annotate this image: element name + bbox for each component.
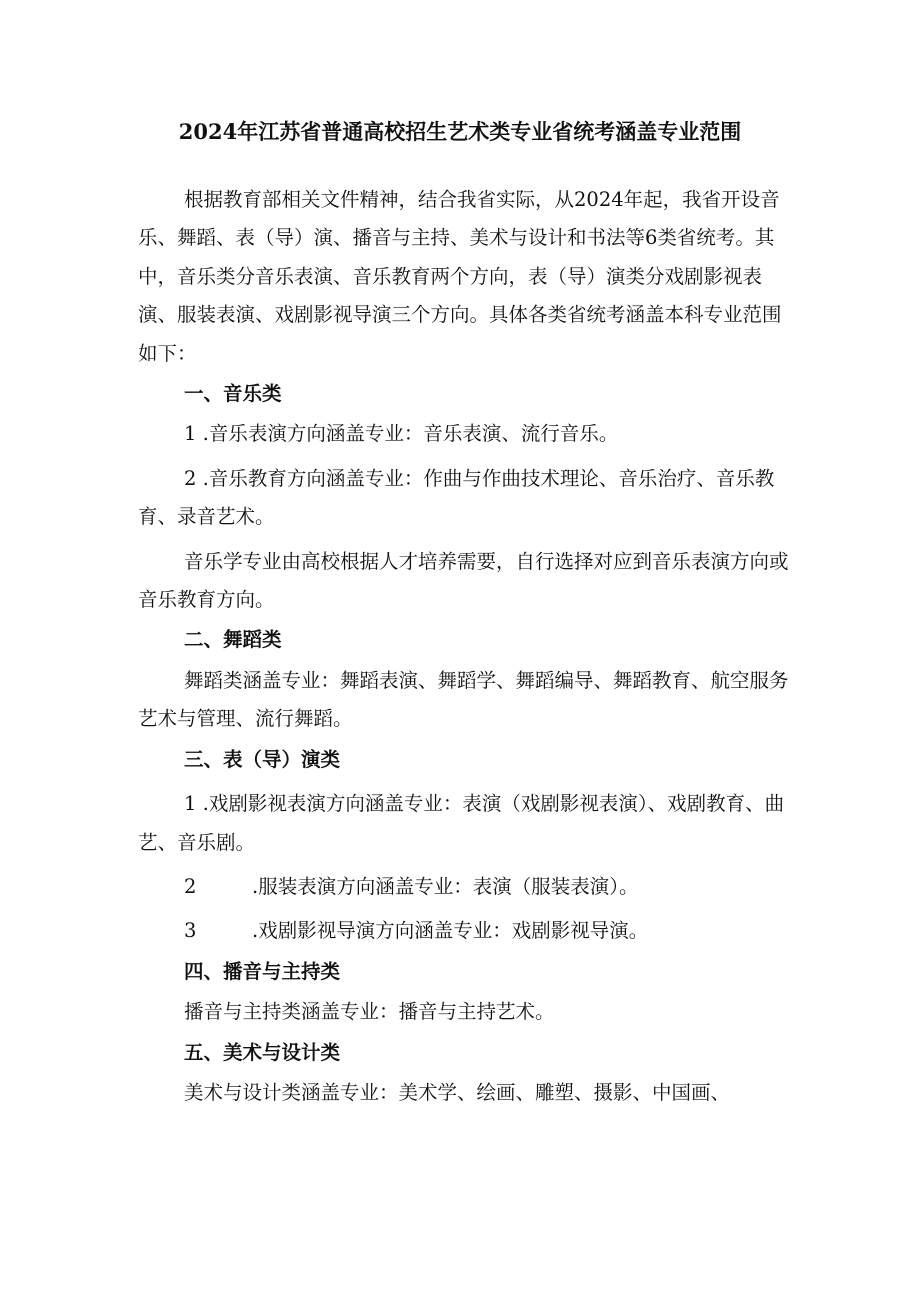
list-item xyxy=(138,912,798,950)
list-item xyxy=(138,415,798,453)
section-heading-music: 一、音乐类 xyxy=(184,382,282,406)
item-text: .音乐教育方向涵盖专业：作曲与作曲技术理论、音乐治疗、音乐教育、录音艺术。 xyxy=(138,466,775,529)
item-number: 2 xyxy=(184,874,197,898)
document-title: 2024年江苏省普通高校招生艺术类专业省统考涵盖专业范围 xyxy=(178,119,742,144)
art-design-paragraph: 美术与设计类涵盖专业：美术学、绘画、雕塑、摄影、中国画、 xyxy=(184,1080,731,1104)
item-text: .音乐表演方向涵盖专业：音乐表演、流行音乐。 xyxy=(202,422,619,446)
broadcasting-paragraph: 播音与主持类涵盖专业：播音与主持艺术。 xyxy=(184,1000,555,1024)
item-text: .戏剧影视表演方向涵盖专业：表演（戏剧影视表演）、戏剧教育、曲艺、音乐剧。 xyxy=(138,792,785,854)
item-text: .服装表演方向涵盖专业：表演（服装表演）。 xyxy=(252,874,639,898)
music-note-paragraph: 音乐学专业由高校根据人才培养需要，自行选择对应到音乐表演方向或音乐教育方向。 xyxy=(138,549,789,612)
section-heading-dance: 二、舞蹈类 xyxy=(184,628,282,652)
dance-paragraph: 舞蹈类涵盖专业：舞蹈表演、舞蹈学、舞蹈编导、舞蹈教育、航空服务艺术与管理、流行舞蹈。 xyxy=(138,668,789,731)
section-heading-art-design: 五、美术与设计类 xyxy=(184,1040,341,1064)
section-heading-broadcasting: 四、播音与主持类 xyxy=(184,959,341,983)
item-number: 2 xyxy=(184,466,197,490)
list-item xyxy=(138,785,798,862)
list-item xyxy=(138,460,798,537)
document-body xyxy=(138,181,798,1112)
list-item xyxy=(138,868,798,906)
item-number: 1 xyxy=(184,422,197,446)
item-number: 1 xyxy=(184,792,197,816)
item-number: 3 xyxy=(184,919,197,943)
item-text: .戏剧影视导演方向涵盖专业：戏剧影视导演。 xyxy=(252,919,649,943)
intro-paragraph: 根据教育部相关文件精神，结合我省实际，从2024年起，我省开设音乐、舞蹈、表（导）演、播音与主持、美术与设计和书法等6类省统考。其中，音乐类分音乐表演、音乐教育两个方向，表（导）演类分戏剧影视表演、服装表演、戏剧影视导演三个方向。具体各类省统考涵盖本科专业范围如下： xyxy=(138,188,782,365)
section-heading-performance: 三、表（导）演类 xyxy=(184,747,341,771)
